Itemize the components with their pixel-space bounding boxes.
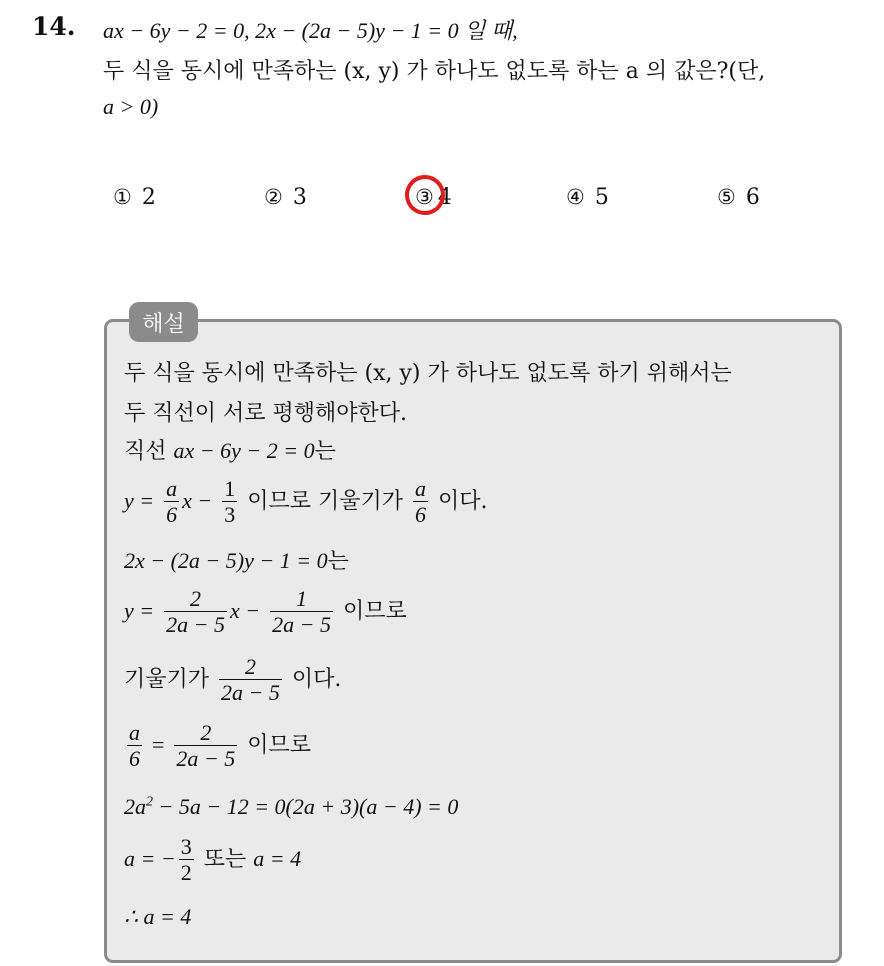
- solution-tag: 해설: [129, 302, 198, 342]
- fraction: $\frac{1}{2a - 5}$: [272, 586, 331, 638]
- choice-value: 4: [437, 185, 452, 210]
- equation: a = −: [124, 845, 176, 871]
- fraction: $\frac{a}{6}$: [166, 476, 178, 528]
- text: 또는: [203, 846, 247, 872]
- fraction: $\frac{a}{6}$: [129, 720, 140, 772]
- choice-1[interactable]: [113, 185, 156, 210]
- choice-value: 5: [594, 185, 609, 210]
- solution-line-7: [124, 654, 341, 706]
- equation: ax − 6y − 2 = 0: [173, 438, 315, 463]
- solution-line-9: [124, 794, 458, 820]
- equation: x −: [182, 487, 213, 513]
- text: 는: [327, 549, 349, 574]
- solution-line-3: [124, 434, 336, 465]
- text: 는: [314, 439, 336, 464]
- text: 이므로 기울기가: [247, 488, 404, 514]
- choice-5[interactable]: [717, 185, 760, 210]
- choice-4[interactable]: [566, 185, 609, 210]
- fraction: $\frac{1}{3}$: [224, 476, 236, 528]
- equation: 2a: [124, 794, 146, 819]
- answer-circle-mark: [401, 171, 448, 218]
- choice-value: 2: [141, 185, 156, 210]
- text: 직선: [124, 439, 167, 464]
- choice-mark: ③: [415, 185, 434, 209]
- fraction: $\frac{2}{2a - 5}$: [166, 586, 225, 638]
- question-line-1: ax − 6y − 2 = 0, 2x − (2a − 5)y − 1 = 0 일 때,: [103, 18, 518, 43]
- exponent: 2: [146, 794, 153, 810]
- equation: 2x − (2a − 5)y − 1 = 0: [124, 548, 328, 573]
- choice-mark: ⑤: [717, 185, 736, 209]
- solution-line-2: 두 직선이 서로 평행해야한다.: [124, 401, 407, 426]
- text: 이므로: [342, 598, 407, 624]
- choice-2[interactable]: [264, 185, 307, 210]
- fraction: $\frac{2}{2a - 5}$: [221, 654, 280, 706]
- text: 기울기가: [124, 666, 210, 692]
- question-number: 14.: [32, 12, 76, 41]
- equation: =: [152, 731, 165, 757]
- solution-line-4: [124, 476, 488, 528]
- solution-line-1: 두 식을 동시에 만족하는 (x, y) 가 하나도 없도록 하기 위해서는: [124, 361, 732, 386]
- fraction: $\frac{a}{6}$: [415, 476, 427, 528]
- text: 이다.: [438, 488, 488, 514]
- question-line-3: a > 0): [103, 94, 159, 119]
- equation: x −: [229, 597, 261, 623]
- choice-value: 3: [292, 185, 307, 210]
- text: 이므로: [247, 732, 312, 758]
- equation: − 5a − 12 = 0(2a + 3)(a − 4) = 0: [153, 794, 459, 819]
- equation: a = 4: [253, 845, 302, 871]
- solution-line-11: ∴ a = 4: [124, 904, 192, 929]
- equation: y =: [124, 487, 155, 513]
- fraction: $\frac{3}{2}$: [180, 834, 192, 886]
- fraction: $\frac{2}{2a - 5}$: [176, 720, 236, 772]
- solution-line-10: [124, 834, 301, 886]
- choice-mark: ①: [113, 185, 132, 209]
- question-line-2: 두 식을 동시에 만족하는 (x, y) 가 하나도 없도록 하는 a 의 값은?(단,: [103, 59, 766, 84]
- choice-mark: ④: [566, 185, 585, 209]
- choice-mark: ②: [264, 185, 283, 209]
- solution-line-6: [124, 586, 407, 638]
- solution-line-8: [124, 720, 311, 772]
- equation: y =: [124, 597, 155, 623]
- solution-line-5: [124, 544, 349, 575]
- text: 이다.: [291, 666, 342, 692]
- choice-value: 6: [745, 185, 760, 210]
